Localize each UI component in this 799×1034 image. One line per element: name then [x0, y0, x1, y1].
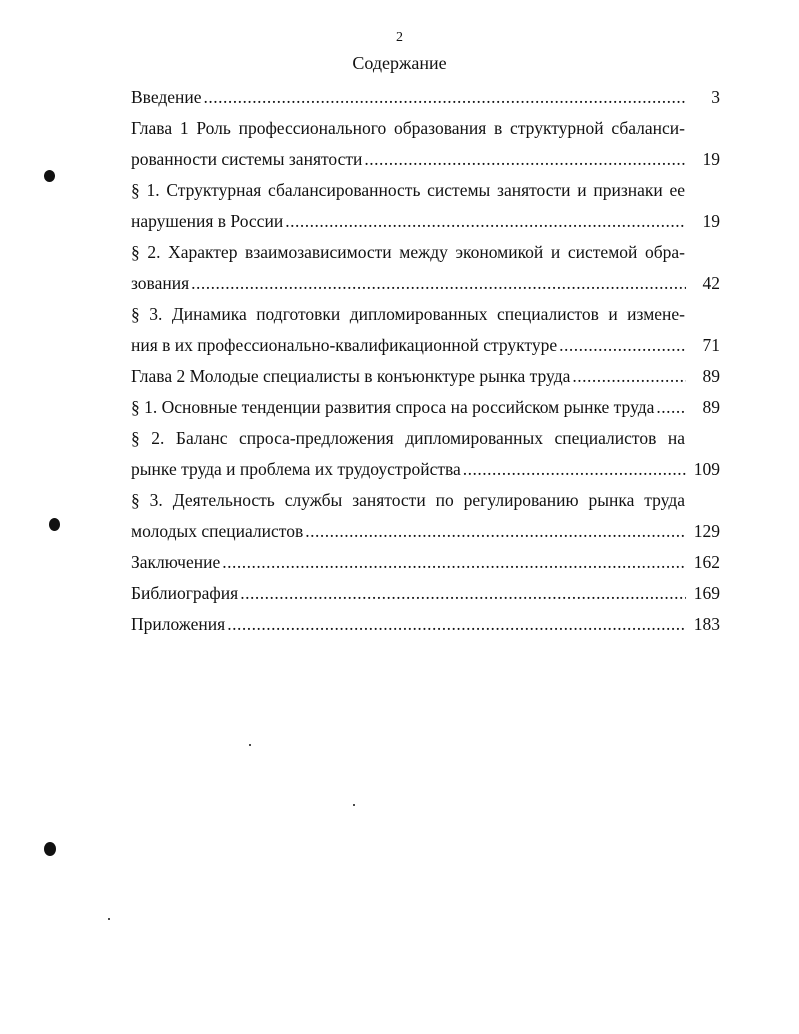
dot-leader: [285, 206, 686, 237]
toc-entry-ch2-section-3-cont[interactable]: [131, 516, 720, 547]
toc-entry-text: Библиография: [131, 583, 239, 603]
toc-entry-ch1-section-1[interactable]: [131, 175, 685, 206]
toc-page-number: 19: [702, 211, 720, 231]
page-number: 2: [396, 30, 403, 45]
toc-entry-ch1-section-2[interactable]: [131, 237, 685, 268]
toc-entry-ch2-section-3[interactable]: [131, 485, 685, 516]
toc-entry-text: § 3. Динамика подготовки дипломированных специалистов и измене-: [131, 304, 685, 324]
table-of-contents: [131, 82, 720, 640]
toc-entry-text: Глава 1 Роль профессионального образования в структурной сбаланси-: [131, 118, 685, 138]
toc-page-number: 89: [702, 397, 720, 417]
toc-entry-bibliography[interactable]: [131, 578, 720, 609]
toc-page-number: 183: [693, 614, 720, 634]
toc-entry-text: § 1. Основные тенденции развития спроса на российском рынке труда: [131, 397, 655, 417]
toc-entry-text: Глава 2 Молодые специалисты в конъюнктуре рынка труда: [131, 366, 571, 386]
dot-leader: [204, 82, 686, 113]
toc-page-number: 109: [693, 459, 720, 479]
toc-entry-chapter-2[interactable]: [131, 361, 720, 392]
toc-entry-text: рованности системы занятости: [131, 149, 363, 169]
toc-entry-text: Приложения: [131, 614, 226, 634]
toc-entry-ch2-section-2-cont[interactable]: [131, 454, 720, 485]
toc-entry-conclusion[interactable]: [131, 547, 720, 578]
dot-leader: [240, 578, 686, 609]
toc-entry-text: Введение: [131, 87, 202, 107]
toc-entry-ch1-section-3[interactable]: [131, 299, 685, 330]
toc-entry-appendices[interactable]: [131, 609, 720, 640]
toc-page-number: 42: [702, 273, 720, 293]
toc-entry-text: нарушения в России: [131, 211, 284, 231]
toc-entry-ch1-section-1-cont[interactable]: [131, 206, 720, 237]
toc-entry-text: молодых специалистов: [131, 521, 304, 541]
toc-page-number: 89: [702, 366, 720, 386]
dot-leader: [559, 330, 686, 361]
punch-hole-mark: [49, 518, 60, 531]
punch-hole-mark: [44, 842, 56, 856]
dot-leader: [191, 268, 686, 299]
toc-entry-text: ния в их профессионально-квалификационной структуре: [131, 335, 558, 355]
toc-entry-chapter-1[interactable]: [131, 113, 685, 144]
toc-entry-introduction[interactable]: [131, 82, 720, 113]
punch-hole-mark: [44, 170, 55, 182]
toc-page-number: 129: [693, 521, 720, 541]
toc-entry-text: § 3. Деятельность службы занятости по регулированию рынка труда: [131, 490, 685, 510]
dot-leader: [227, 609, 686, 640]
scan-speck: [249, 744, 251, 746]
toc-entry-text: § 2. Характер взаимозависимости между экономикой и системой обра-: [131, 242, 685, 262]
toc-title: Содержание: [352, 53, 447, 73]
toc-page-number: 169: [693, 583, 720, 603]
toc-entry-text: зования: [131, 273, 190, 293]
toc-page-number: 71: [702, 335, 720, 355]
dot-leader: [656, 392, 686, 423]
toc-page-number: 162: [693, 552, 720, 572]
dot-leader: [463, 454, 686, 485]
toc-entry-ch1-section-2-cont[interactable]: [131, 268, 720, 299]
dot-leader: [572, 361, 686, 392]
toc-entry-ch2-section-1[interactable]: [131, 392, 720, 423]
dot-leader: [305, 516, 686, 547]
toc-entry-text: § 2. Баланс спроса-предложения дипломированных специалистов на: [131, 428, 685, 448]
scan-speck: [108, 918, 110, 920]
toc-entry-chapter-1-cont[interactable]: [131, 144, 720, 175]
toc-page-number: 19: [702, 149, 720, 169]
toc-entry-text: § 1. Структурная сбалансированность системы занятости и признаки ее: [131, 180, 685, 200]
scan-speck: [353, 804, 355, 806]
toc-entry-text: Заключение: [131, 552, 221, 572]
toc-page-number: 3: [711, 87, 720, 107]
dot-leader: [222, 547, 686, 578]
dot-leader: [364, 144, 686, 175]
toc-entry-text: рынке труда и проблема их трудоустройства: [131, 459, 461, 479]
toc-entry-ch1-section-3-cont[interactable]: [131, 330, 720, 361]
toc-entry-ch2-section-2[interactable]: [131, 423, 685, 454]
